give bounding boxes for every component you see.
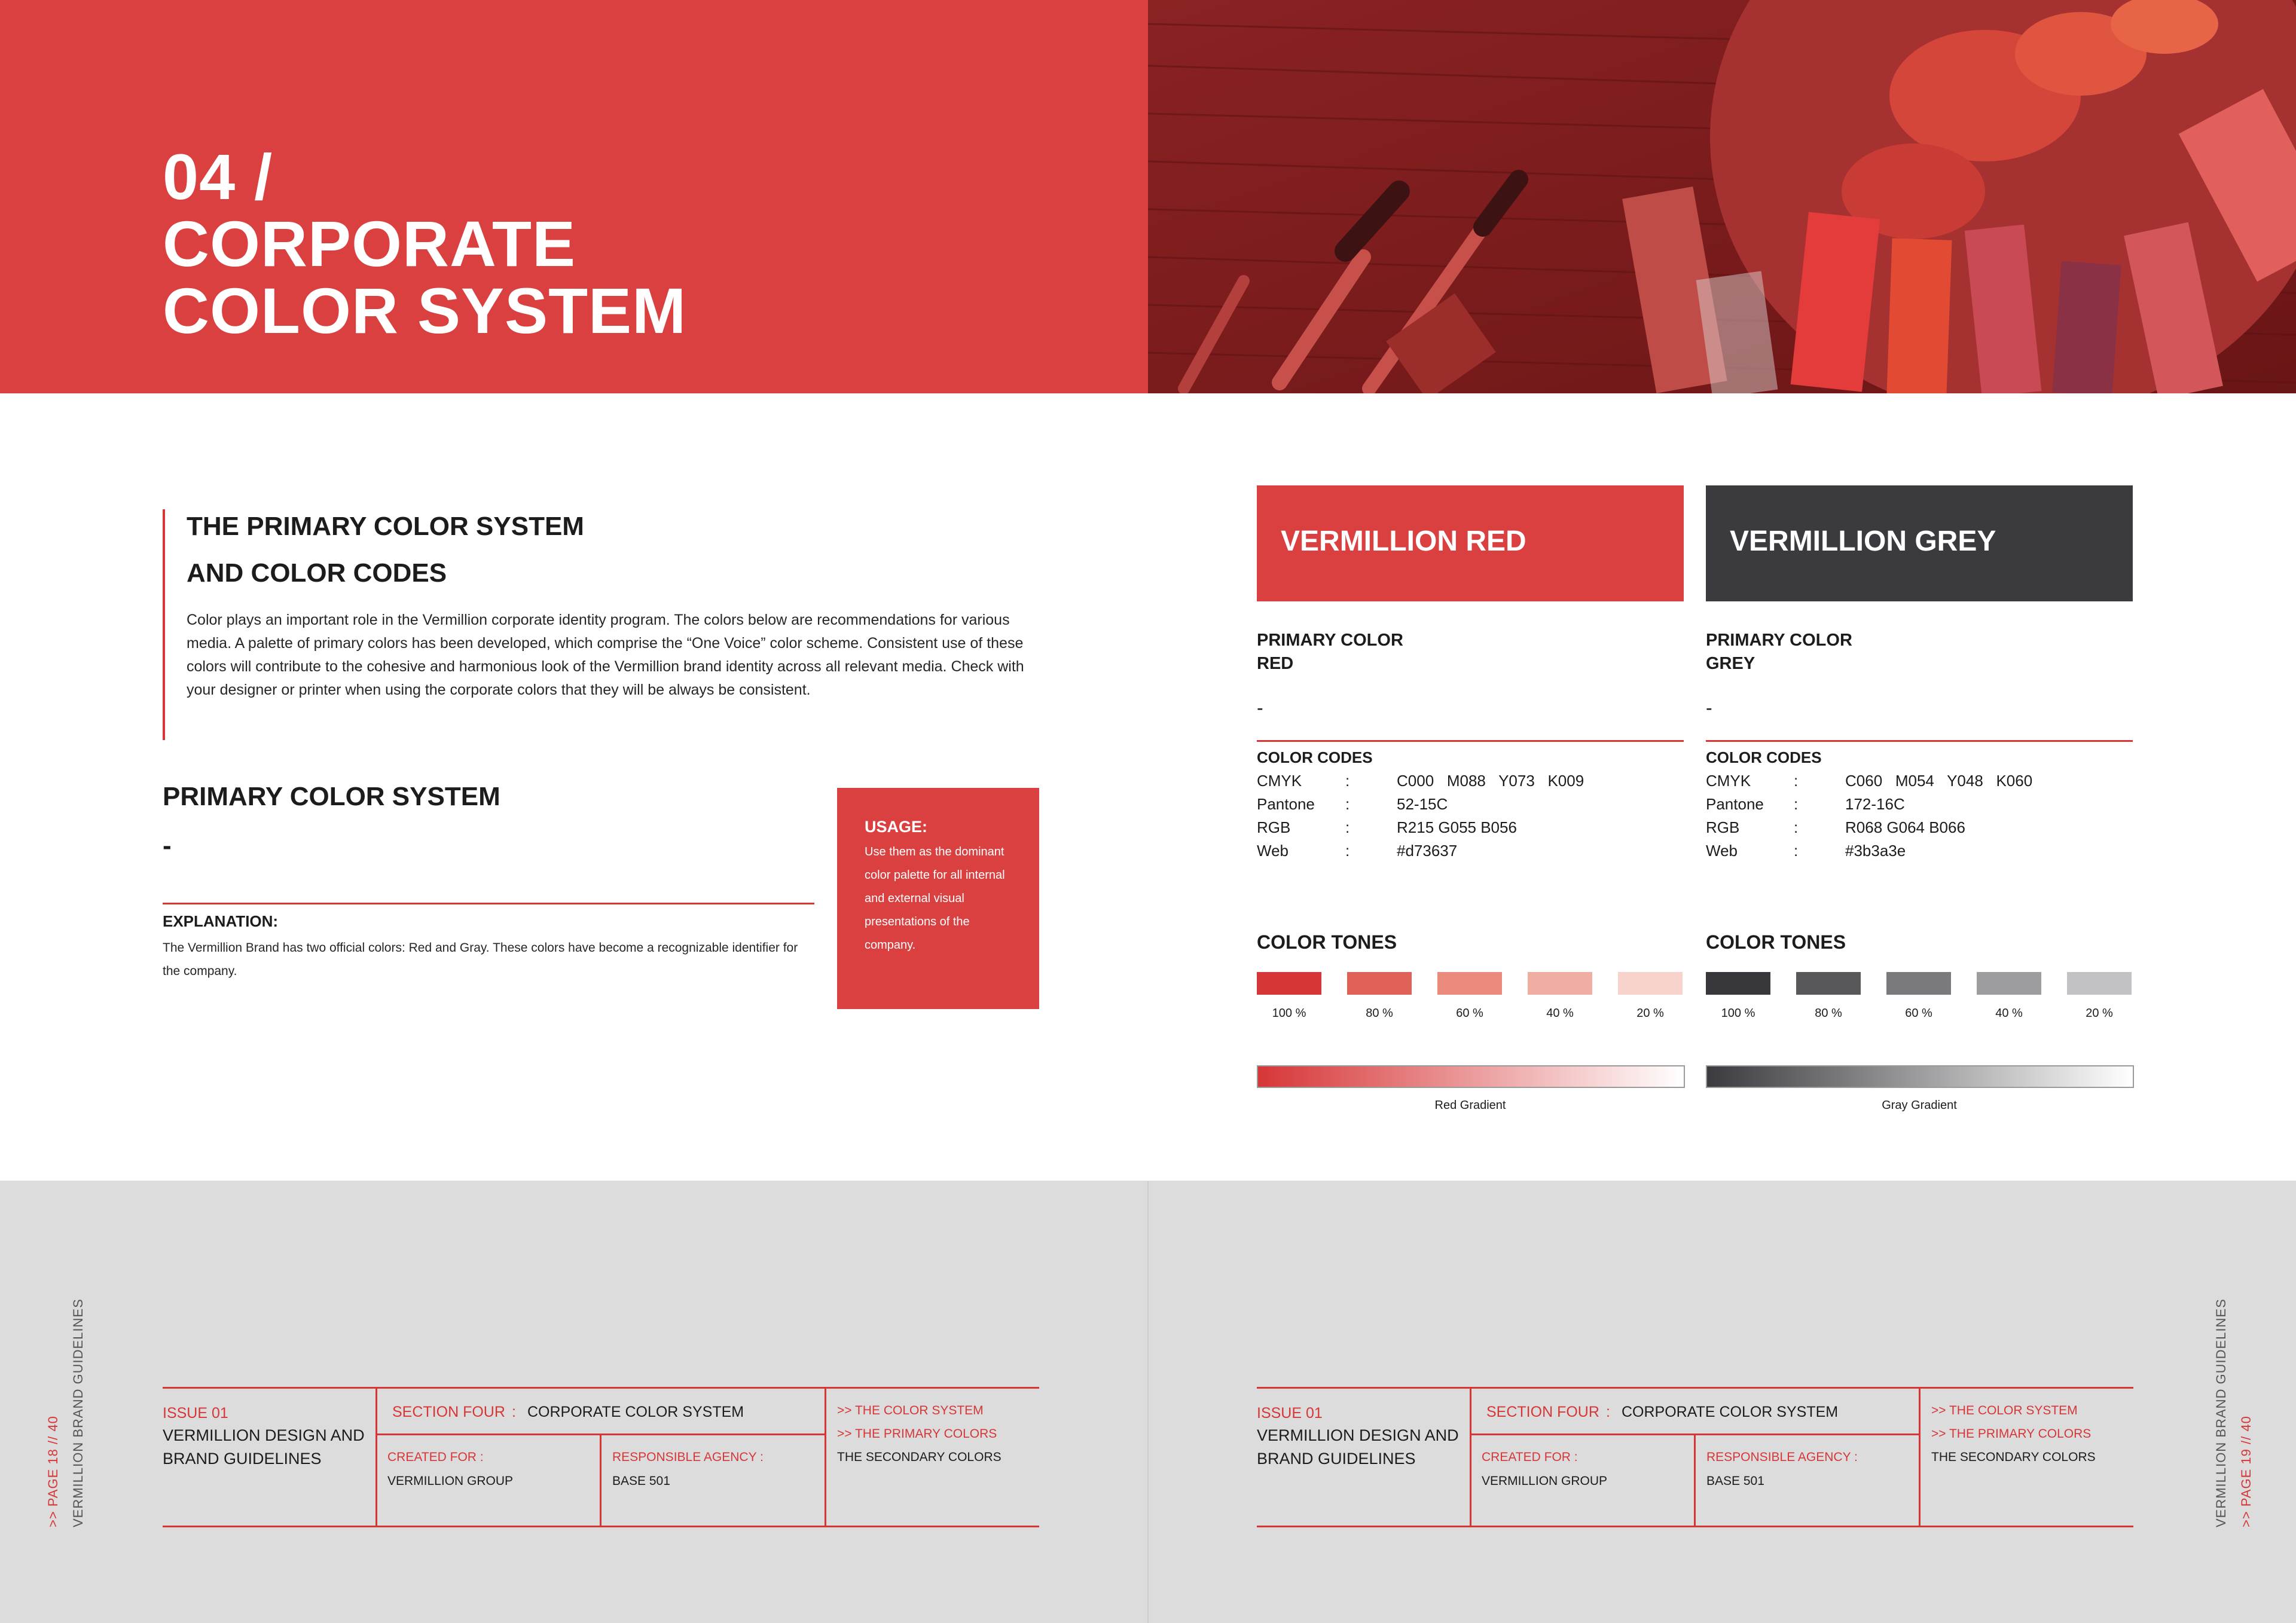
primary-color-dash-red: - [1257, 697, 1263, 719]
page-title [163, 140, 687, 347]
section-number: 04 / [163, 140, 273, 213]
code-label-rgb-grey: RGB [1706, 818, 1740, 836]
code-value-pantone-grey: 172-16C [1845, 795, 1905, 813]
tone-swatch-red-100 [1257, 972, 1321, 995]
tone-swatch-grey-60 [1886, 972, 1951, 995]
footer-top-line-right [1257, 1387, 2133, 1389]
footer-section-sep-right: : [1606, 1404, 1610, 1420]
gradient-bar-red [1257, 1065, 1685, 1088]
tone-pct-grey-20: 20 % [2086, 1007, 2113, 1020]
footer-vline-2-right [1694, 1435, 1696, 1527]
footer-nav-item-3-right[interactable]: THE SECONDARY COLORS [1931, 1450, 2096, 1464]
tone-pct-red-100: 100 % [1272, 1007, 1306, 1020]
code-sep-pantone-red: : [1345, 795, 1350, 813]
footer-vline-1-left [375, 1387, 377, 1527]
footer-agency-label-left: RESPONSIBLE AGENCY : [612, 1450, 764, 1464]
code-sep-cmyk-red: : [1345, 772, 1350, 790]
code-value-cmyk-grey: C060 M054 Y048 K060 [1845, 772, 2033, 790]
primary-system-divider [163, 903, 814, 904]
tone-swatch-red-20 [1618, 972, 1683, 995]
tone-swatch-red-60 [1437, 972, 1502, 995]
code-label-cmyk-grey: CMYK [1706, 772, 1751, 790]
tone-swatch-grey-20 [2067, 972, 2132, 995]
footer-nav-item-2-right[interactable]: >> THE PRIMARY COLORS [1931, 1427, 2092, 1441]
tone-pct-red-60: 60 % [1456, 1007, 1483, 1020]
footer-issue-right: ISSUE 01 [1257, 1405, 1323, 1422]
footer-nav-item-1-left[interactable]: >> THE COLOR SYSTEM [837, 1404, 984, 1417]
code-value-rgb-red: R215 G055 B056 [1397, 818, 1517, 836]
footer-section-sep-left: : [512, 1404, 516, 1420]
footer-page-number-right: >> PAGE 19 // 40 [2239, 1416, 2254, 1527]
swatch-label-grey: VERMILLION GREY [1730, 525, 1996, 557]
intro-accent-bar [163, 509, 165, 740]
usage-text: Use them as the dominant color palette for all internal and external visual presentations of the company. [865, 845, 1005, 952]
intro-heading-line-2: AND COLOR CODES [187, 558, 447, 588]
page-spread-divider [1147, 1181, 1149, 1623]
tone-pct-red-20: 20 % [1636, 1007, 1664, 1020]
footer-nav-item-1-right[interactable]: >> THE COLOR SYSTEM [1931, 1404, 2078, 1417]
footer-created-label-left: CREATED FOR : [387, 1450, 484, 1464]
footer-vline-3-left [825, 1387, 826, 1527]
divider-grey [1706, 740, 2133, 742]
gradient-label-grey: Gray Gradient [1882, 1099, 1957, 1112]
footer-guide-line-2-left: BRAND GUIDELINES [163, 1450, 322, 1468]
code-sep-web-red: : [1345, 842, 1350, 860]
color-codes-label-grey: COLOR CODES [1706, 748, 1822, 766]
code-label-pantone-red: Pantone [1257, 795, 1315, 813]
tone-pct-red-80: 80 % [1366, 1007, 1393, 1020]
color-tones-label-red: COLOR TONES [1257, 931, 1397, 953]
footer-side-title-right: VERMILLION BRAND GUIDELINES [2213, 1298, 2228, 1527]
footer-side-title-left: VERMILLION BRAND GUIDELINES [71, 1298, 86, 1527]
usage-title: USAGE: [865, 818, 928, 836]
tone-swatch-grey-100 [1706, 972, 1770, 995]
code-label-pantone-grey: Pantone [1706, 795, 1764, 813]
footer-top-line-left [163, 1387, 1039, 1389]
code-sep-web-grey: : [1794, 842, 1799, 860]
title-line-1: CORPORATE [163, 207, 576, 280]
color-codes-label-red: COLOR CODES [1257, 748, 1373, 766]
tone-swatch-grey-40 [1977, 972, 2041, 995]
code-label-web-red: Web [1257, 842, 1289, 860]
footer-vline-3-right [1919, 1387, 1921, 1527]
intro-heading-line-1: THE PRIMARY COLOR SYSTEM [187, 512, 584, 541]
tone-swatch-grey-80 [1796, 972, 1861, 995]
primary-color-line-1-red: PRIMARY COLOR [1257, 631, 1403, 650]
footer-created-value-right: VERMILLION GROUP [1482, 1474, 1608, 1488]
code-label-web-grey: Web [1706, 842, 1738, 860]
tone-pct-red-40: 40 % [1546, 1007, 1574, 1020]
code-sep-rgb-grey: : [1794, 818, 1799, 836]
footer-guide-title-right [1257, 1424, 1459, 1471]
footer-section-label-right: SECTION FOUR [1486, 1404, 1599, 1420]
tone-pct-grey-60: 60 % [1905, 1007, 1932, 1020]
color-tones-label-grey: COLOR TONES [1706, 931, 1846, 953]
explanation-label: EXPLANATION: [163, 912, 279, 930]
footer-page-number-left: >> PAGE 18 // 40 [45, 1416, 60, 1527]
code-value-cmyk-red: C000 M088 Y073 K009 [1397, 772, 1584, 790]
footer-agency-value-left: BASE 501 [612, 1474, 670, 1488]
tone-pct-grey-80: 80 % [1815, 1007, 1842, 1020]
code-sep-rgb-red: : [1345, 818, 1350, 836]
code-sep-cmyk-grey: : [1794, 772, 1799, 790]
footer-vline-1-right [1470, 1387, 1471, 1527]
divider-red [1257, 740, 1684, 742]
footer-section-label-left: SECTION FOUR [392, 1404, 505, 1420]
footer-created-value-left: VERMILLION GROUP [387, 1474, 514, 1488]
primary-color-label-red [1257, 629, 1403, 676]
primary-color-line-2-grey: GREY [1706, 654, 1755, 673]
footer-agency-value-right: BASE 501 [1706, 1474, 1764, 1488]
code-value-pantone-red: 52-15C [1397, 795, 1448, 813]
swatch-label-red: VERMILLION RED [1281, 525, 1526, 557]
tone-swatch-red-80 [1347, 972, 1412, 995]
primary-color-dash-grey: - [1706, 697, 1712, 719]
gradient-label-red: Red Gradient [1434, 1099, 1506, 1112]
code-value-web-grey: #3b3a3e [1845, 842, 1906, 860]
primary-color-line-1-grey: PRIMARY COLOR [1706, 631, 1852, 650]
intro-paragraph: Color plays an important role in the Vermillion corporate identity program. The colors below are recommendations for various media. A palette of primary colors has been developed, which comprise the “One Voice” color scheme. Consistent use of these colors will contribute to the cohesive and harmonious look of the Vermillion brand identity across all relevant media. Check with your designer or printer when using the corporate colors that they will be always be consistent. [187, 612, 1024, 698]
code-label-rgb-red: RGB [1257, 818, 1291, 836]
tone-pct-grey-40: 40 % [1995, 1007, 2023, 1020]
footer-nav-item-2-left[interactable]: >> THE PRIMARY COLORS [837, 1427, 997, 1441]
primary-color-label-grey [1706, 629, 1852, 676]
footer-agency-label-right: RESPONSIBLE AGENCY : [1706, 1450, 1858, 1464]
code-label-cmyk-red: CMYK [1257, 772, 1302, 790]
tone-swatch-red-40 [1528, 972, 1592, 995]
footer-created-label-right: CREATED FOR : [1482, 1450, 1578, 1464]
footer-section-value-left: CORPORATE COLOR SYSTEM [527, 1404, 744, 1420]
code-value-rgb-grey: R068 G064 B066 [1845, 818, 1965, 836]
code-value-web-red: #d73637 [1397, 842, 1458, 860]
title-line-2: COLOR SYSTEM [163, 274, 687, 347]
footer-guide-title-left [163, 1424, 365, 1471]
primary-system-dash: - [163, 831, 172, 860]
footer-guide-line-2-right: BRAND GUIDELINES [1257, 1450, 1416, 1468]
footer-nav-item-3-left[interactable]: THE SECONDARY COLORS [837, 1450, 1002, 1464]
footer-section-value-right: CORPORATE COLOR SYSTEM [1622, 1404, 1839, 1420]
intro-heading [187, 503, 584, 597]
gradient-bar-grey [1706, 1065, 2134, 1088]
footer-guide-line-1-right: VERMILLION DESIGN AND [1257, 1426, 1459, 1444]
footer-vline-2-left [600, 1435, 602, 1527]
code-sep-pantone-grey: : [1794, 795, 1799, 813]
footer-issue-left: ISSUE 01 [163, 1405, 228, 1422]
hero-photo-paint-palette [1148, 0, 2296, 393]
explanation-text: The Vermillion Brand has two official colors: Red and Gray. These colors have become a recognizable identifier for the company. [163, 941, 798, 978]
footer-guide-line-1-left: VERMILLION DESIGN AND [163, 1426, 365, 1444]
primary-color-line-2-red: RED [1257, 654, 1294, 673]
primary-system-title: PRIMARY COLOR SYSTEM [163, 782, 500, 811]
tone-pct-grey-100: 100 % [1721, 1007, 1755, 1020]
